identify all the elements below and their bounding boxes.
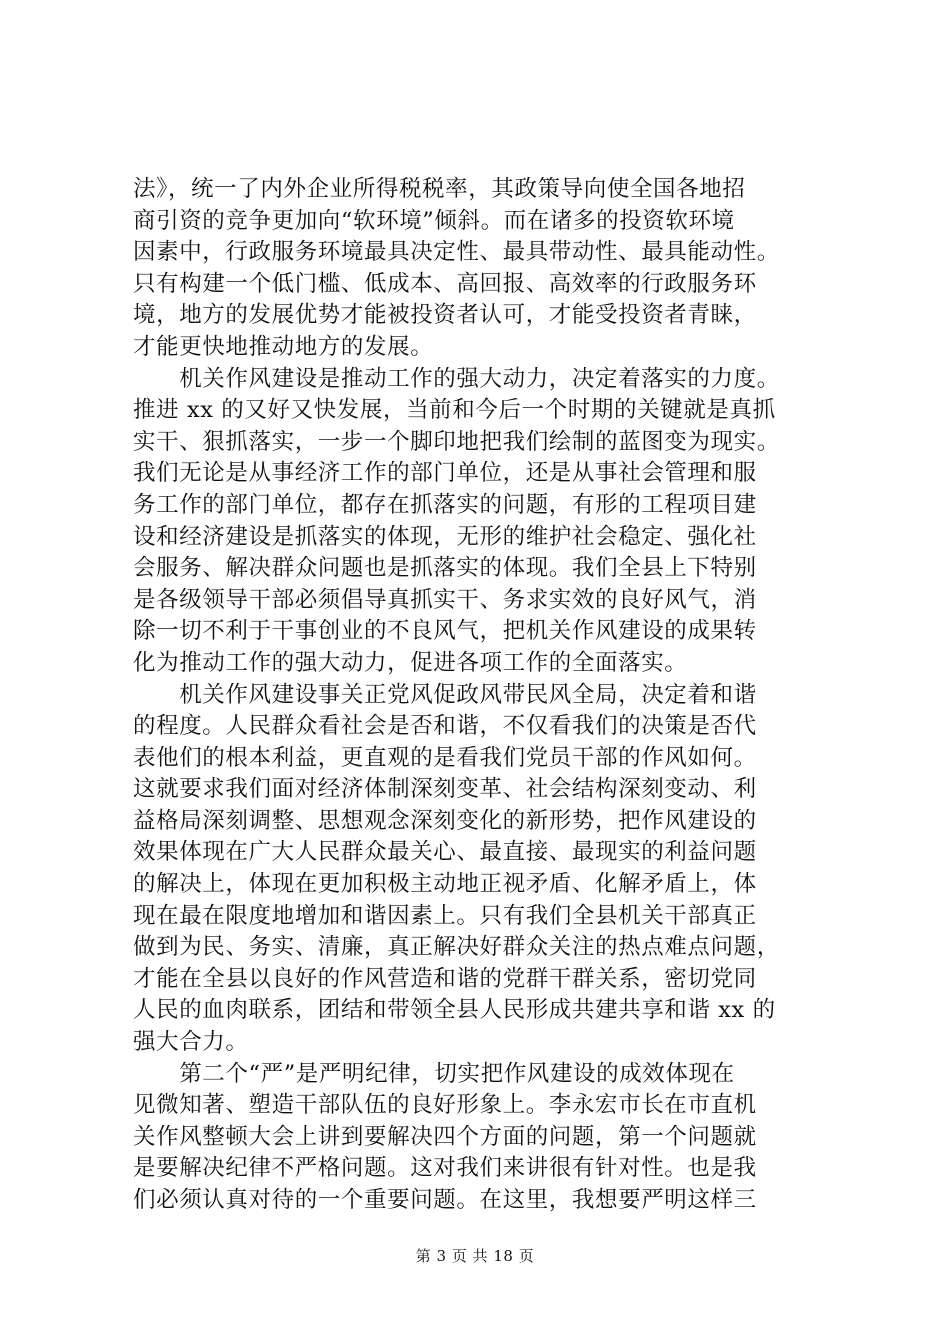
text-line: 才能在全县以良好的作风营造和谐的党群干群关系，密切党同 <box>133 965 757 992</box>
text-line: 设和经济建设是抓落实的体现，无形的维护社会稳定、强化社 <box>133 523 757 550</box>
text-line: 见微知著、塑造干部队伍的良好形象上。李永宏市长在市直机 <box>133 1092 757 1119</box>
text-line: 境，地方的发展优势才能被投资者认可，才能受投资者青睐， <box>133 302 757 329</box>
text-line: 的解决上，体现在更加积极主动地正视矛盾、化解矛盾上，体 <box>133 871 757 898</box>
text-line: 只有构建一个低门槛、低成本、高回报、高效率的行政服务环 <box>133 270 757 297</box>
text-line: 表他们的根本利益，更直观的是看我们党员干部的作风如何。 <box>133 744 757 771</box>
text-line: 是要解决纪律不严格问题。这对我们来讲很有针对性。也是我 <box>133 1155 757 1182</box>
text-line: 益格局深刻调整、思想观念深刻变化的新形势，把作风建设的 <box>133 807 757 834</box>
text-line: 实干、狠抓落实，一步一个脚印地把我们绘制的蓝图变为现实。 <box>133 428 780 455</box>
text-line: 这就要求我们面对经济体制深刻变革、社会结构深刻变动、利 <box>133 776 757 803</box>
text-line: 们必须认真对待的一个重要问题。在这里，我想要严明这样三 <box>133 1187 757 1213</box>
text-line: 我们无论是从事经济工作的部门单位，还是从事社会管理和服 <box>133 460 757 487</box>
text-line: 因素中，行政服务环境最具决定性、最具带动性、最具能动性。 <box>133 239 780 266</box>
text-line: 除一切不利于干事创业的不良风气，把机关作风建设的成果转 <box>133 618 757 645</box>
text-line: 推进 xx 的又好又快发展，当前和今后一个时期的关键就是真抓 <box>133 397 776 424</box>
text-line: 机关作风建设是推动工作的强大动力，决定着落实的力度。 <box>133 365 780 392</box>
text-line: 第二个“严”是严明纪律，切实把作风建设的成效体现在 <box>133 1060 735 1087</box>
text-line: 效果体现在广大人民群众最关心、最直接、最现实的利益问题 <box>133 839 757 866</box>
document-body <box>133 174 833 1217</box>
page-footer: 第 3 页 共 18 页 <box>415 1247 535 1265</box>
text-line: 做到为民、务实、清廉，真正解决好群众关注的热点难点问题， <box>133 934 780 961</box>
text-line: 商引资的竞争更加向“软环境”倾斜。而在诸多的投资软环境 <box>133 207 735 234</box>
text-line: 务工作的部门单位，都存在抓落实的问题，有形的工程项目建 <box>133 491 757 518</box>
text-line: 是各级领导干部必须倡导真抓实干、务求实效的良好风气，消 <box>133 586 757 613</box>
text-line: 法》，统一了内外企业所得税税率，其政策导向使全国各地招 <box>133 176 746 202</box>
text-line: 的程度。人民群众看社会是否和谐，不仅看我们的决策是否代 <box>133 713 757 740</box>
text-line: 关作风整顿大会上讲到要解决四个方面的问题，第一个问题就 <box>133 1123 757 1150</box>
text-line: 机关作风建设事关正党风促政风带民风全局，决定着和谐 <box>133 681 757 708</box>
text-line: 会服务、解决群众问题也是抓落实的体现。我们全县上下特别 <box>133 555 757 582</box>
text-line: 人民的血肉联系，团结和带领全县人民形成共建共享和谐 xx 的 <box>133 997 776 1024</box>
text-line: 现在最在限度地增加和谐因素上。只有我们全县机关干部真正 <box>133 902 757 929</box>
text-line: 才能更快地推动地方的发展。 <box>133 333 434 360</box>
text-line: 化为推动工作的强大动力，促进各项工作的全面落实。 <box>133 649 688 676</box>
text-line: 强大合力。 <box>133 1029 249 1056</box>
